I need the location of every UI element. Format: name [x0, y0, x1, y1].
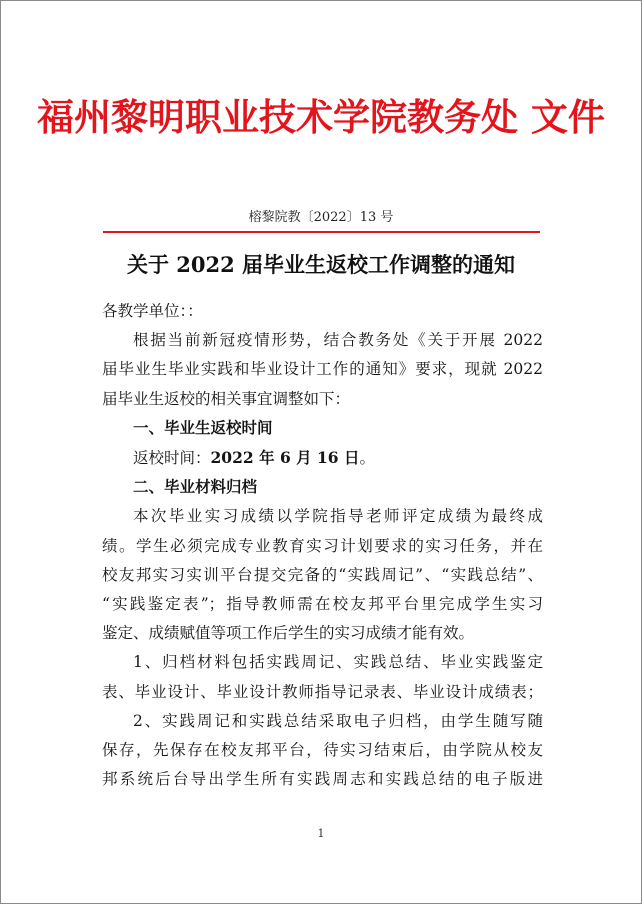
intro-line: 届毕业生返校的相关事宜调整如下：	[102, 389, 351, 408]
salutation: 各教学单位：：	[102, 302, 203, 320]
return-time-line	[102, 443, 543, 473]
notice-title: 关于 2022 届毕业生返校工作调整的通知	[126, 252, 516, 277]
return-date: 2022 年 6 月 16 日	[210, 448, 360, 468]
return-time-label: 返校时间：	[133, 449, 211, 468]
section-heading-archiving: 二、毕业材料归档	[133, 478, 258, 497]
paragraph-line: “实践鉴定表”；指导教师需在校友邦平台里完成学生实习	[102, 595, 543, 614]
section-heading-return-time: 一、毕业生返校时间	[133, 418, 273, 437]
paragraph-line: 绩。学生必须完成专业教育实习计划要求的实习任务，并在	[102, 536, 543, 555]
paragraph-line: 本次毕业实习成绩以学院指导老师评定成绩为最终成	[133, 507, 543, 526]
list-item-line: 保存，先保存在校友邦平台，待实习结束后，由学院从校友	[102, 741, 543, 760]
list-item-line: 1、归档材料包括实践周记、实践总结、毕业实践鉴定	[133, 653, 543, 672]
paragraph-line: 鉴定、成绩赋值等项工作后学生的实习成绩才能有效。	[102, 624, 475, 643]
red-divider-line	[103, 231, 540, 233]
issuer-header-title: 福州黎明职业技术学院教务处 文件	[37, 96, 605, 139]
list-item-line: 表、毕业设计、毕业设计教师指导记录表、毕业设计成绩表；	[102, 682, 543, 701]
intro-line: 届毕业生毕业实践和毕业设计工作的通知》要求，现就 2022	[102, 360, 543, 379]
page-number: 1	[317, 827, 325, 840]
document-number: 榕黎院教〔2022〕13 号	[248, 210, 394, 225]
intro-line: 根据当前新冠疫情形势，结合教务处《关于开展 2022	[133, 331, 543, 350]
list-item-line: 2、实践周记和实践总结采取电子归档，由学生随写随	[133, 711, 543, 730]
paragraph-line: 校友邦实习实训平台提交完备的“实践周记”、“实践总结”、	[102, 565, 543, 584]
return-time-end: 。	[359, 449, 376, 468]
list-item-line: 邦系统后台导出学生所有实践周志和实践总结的电子版进	[102, 770, 543, 789]
document-body	[102, 297, 543, 794]
